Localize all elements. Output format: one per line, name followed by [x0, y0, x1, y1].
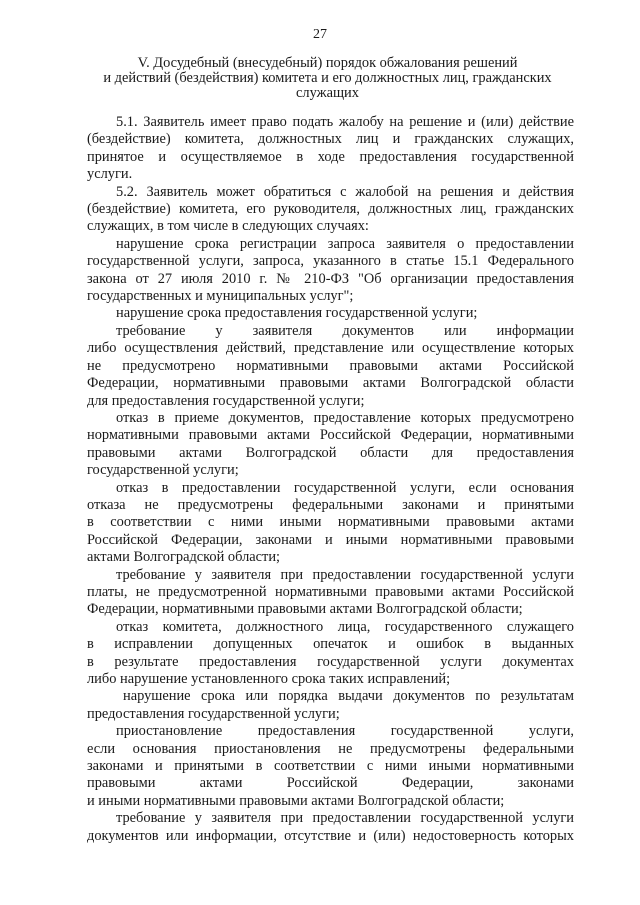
page-number: 27 — [313, 27, 327, 42]
list-item — [87, 305, 574, 322]
text-line: услуги. — [87, 166, 133, 183]
text-line: Федерации, нормативными правовыми актами Волгоградской области; — [87, 601, 523, 618]
text-line: (бездействие) комитета, его руководителя, должностных лиц, гражданских — [87, 201, 574, 218]
heading-line: V. Досудебный (внесудебный) порядок обжалования решений — [137, 55, 518, 71]
text-line: требование у заявителя при предоставлении государственной услуги — [116, 566, 574, 583]
text-line: отказа не предусмотрены федеральными законами и принятыми — [87, 496, 574, 513]
text-line: приостановление предоставления государственной услуги, — [116, 723, 574, 740]
text-line: если основания приостановления не предусмотрены федеральными — [87, 740, 574, 757]
document-body — [87, 114, 574, 845]
text-line: нарушение срока регистрации запроса заявителя о предоставлении — [116, 235, 574, 252]
text-line: либо осуществления действий, представление или осуществление которых — [87, 340, 574, 357]
text-line: в результате предоставления государственной услуги документах — [87, 653, 574, 670]
text-line: нарушение срока или порядка выдачи документов по результатам — [123, 688, 574, 705]
text-line: предоставления государственной услуги; — [87, 705, 340, 722]
list-item — [87, 810, 574, 845]
text-line: (бездействие) комитета, должностных лиц и гражданских служащих, — [87, 131, 574, 148]
text-line: Федерации, нормативными правовыми актами Волгоградской области — [87, 375, 574, 392]
text-line: в исправлении допущенных опечаток и ошибок в выданных — [87, 636, 574, 653]
text-line: Российской Федерации, законами и иными нормативными правовыми — [87, 531, 574, 548]
list-item — [87, 723, 574, 810]
text-line: законами и принятыми в соответствии с ними иными нормативными — [87, 758, 574, 775]
text-line: отказ в приеме документов, предоставление которых предусмотрено — [116, 409, 574, 426]
text-line: в соответствии с ними иными нормативными правовыми актами — [87, 514, 574, 531]
text-line: нарушение срока предоставления государственной услуги; — [116, 305, 478, 322]
text-line: принятое и осуществляемое в ходе предоставления государственной — [87, 148, 574, 165]
list-item — [87, 480, 574, 567]
heading-line: и действий (бездействия) комитета и его должностных лиц, гражданских — [103, 70, 552, 86]
text-line: либо нарушение установленного срока таких исправлений; — [87, 671, 451, 687]
text-line: закона от 27 июля 2010 г. № 210-ФЗ "Об организации предоставления — [87, 270, 574, 287]
list-item — [87, 619, 574, 689]
list-item — [87, 567, 574, 619]
text-line: актами Волгоградской области; — [87, 549, 281, 566]
text-line: государственной услуги, запроса, указанного в статье 15.1 Федерального — [87, 253, 574, 270]
text-line: государственной услуги; — [87, 462, 239, 479]
text-line: отказ в предоставлении государственной услуги, если основания — [116, 479, 574, 496]
heading-line: служащих — [296, 85, 359, 101]
paragraph-5-1 — [87, 114, 574, 184]
text-line: и иными нормативными правовыми актами Волгоградской области; — [87, 792, 505, 809]
text-line: нормативными правовыми актами Российской Федерации, нормативными — [87, 427, 574, 444]
text-line: требование у заявителя при предоставлении государственной услуги — [116, 810, 574, 827]
text-line: 5.2. Заявитель может обратиться с жалобой на решения и действия — [116, 183, 574, 200]
section-heading — [80, 56, 575, 101]
text-line: требование у заявителя документов или информации — [116, 322, 574, 339]
text-line: служащих, в том числе в следующих случаях: — [87, 218, 369, 235]
text-line: отказ комитета, должностного лица, государственного служащего — [116, 618, 574, 635]
text-line: государственных и муниципальных услуг"; — [87, 288, 354, 305]
paragraph-5-2 — [87, 184, 574, 236]
text-line: для предоставления государственной услуги; — [87, 392, 365, 409]
list-item — [87, 410, 574, 480]
text-line: не предусмотрено нормативными правовыми актами Российской — [87, 357, 574, 374]
text-line: правовыми актами Российской Федерации, законами — [87, 775, 574, 792]
text-line: 5.1. Заявитель имеет право подать жалобу на решение и (или) действие — [116, 114, 574, 130]
list-item — [87, 236, 574, 306]
list-item — [87, 323, 574, 410]
text-line: документов или информации, отсутствие и (или) недостоверность которых — [87, 827, 574, 844]
list-item — [87, 688, 574, 723]
text-line: платы, не предусмотренной нормативными правовыми актами Российской — [87, 583, 574, 600]
text-line: правовыми актами Волгоградской области для предоставления — [87, 444, 574, 461]
